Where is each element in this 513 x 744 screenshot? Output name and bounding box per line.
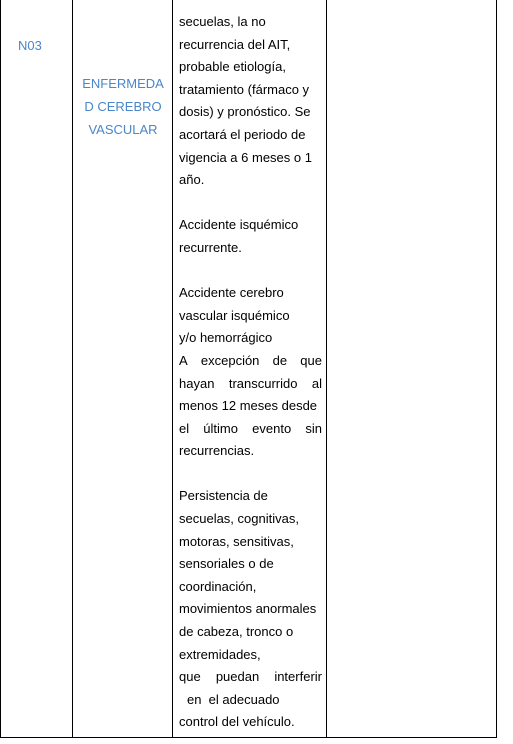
- condition-name-line: ENFERMEDA: [82, 76, 164, 91]
- table-border-left: [0, 0, 1, 738]
- condition-description: [179, 11, 322, 734]
- word: último: [203, 420, 238, 436]
- description-line: recurrente.: [179, 239, 242, 255]
- word: al: [311, 375, 322, 391]
- word: de: [272, 352, 288, 368]
- column-divider-3: [326, 0, 327, 738]
- description-line: de cabeza, tronco o: [179, 624, 294, 640]
- description-line: recurrencia del AIT,: [179, 36, 291, 52]
- description-line: secuelas, cognitivas,: [179, 511, 299, 527]
- description-line: motoras, sensitivas,: [179, 533, 294, 549]
- condition-name: [77, 72, 169, 141]
- description-line: movimientos anormales: [179, 601, 317, 617]
- paragraph-gap: [179, 463, 322, 486]
- description-line: año.: [179, 172, 205, 188]
- paragraph-gap: [179, 260, 322, 283]
- word: el: [179, 420, 190, 436]
- word: excepción: [200, 352, 260, 368]
- description-line: Persistencia de: [179, 488, 268, 504]
- description-line-justified: [179, 418, 322, 441]
- word: transcurrido: [228, 375, 298, 391]
- description-line: control del vehículo.: [179, 714, 295, 730]
- condition-name-line: D CEREBRO: [84, 99, 162, 114]
- word: sin: [305, 420, 322, 436]
- description-line: tratamiento (fármaco y: [179, 81, 310, 97]
- description-line: vigencia a 6 meses o 1: [179, 149, 312, 165]
- description-line-justified: [179, 666, 322, 689]
- description-line: secuelas, la no: [179, 14, 266, 29]
- description-line: vascular isquémico: [179, 307, 290, 323]
- word: evento: [252, 420, 292, 436]
- word: hayan: [179, 375, 215, 391]
- description-line: sensoriales o de: [179, 556, 274, 572]
- description-line: y/o hemorrágico: [179, 330, 273, 346]
- description-line-justified: [179, 373, 322, 396]
- condition-code: N03: [18, 38, 42, 53]
- word: que: [179, 669, 201, 685]
- description-line: dosis) y pronóstico. Se: [179, 104, 311, 120]
- description-line: en el adecuado: [187, 691, 280, 707]
- description-line: extremidades,: [179, 646, 261, 662]
- description-line: menos 12 meses desde: [179, 398, 318, 414]
- paragraph-gap: [179, 192, 322, 215]
- description-line: Accidente cerebro: [179, 285, 284, 301]
- condition-name-line: VASCULAR: [88, 122, 158, 137]
- word: que: [300, 352, 322, 368]
- column-divider-1: [72, 0, 73, 738]
- description-line: recurrencias.: [179, 443, 255, 459]
- description-line: Accidente isquémico: [179, 217, 299, 233]
- column-divider-2: [172, 0, 173, 738]
- word: A: [179, 352, 188, 368]
- description-line: acortará el periodo de: [179, 126, 306, 142]
- word: puedan: [215, 669, 260, 685]
- word: interferir: [274, 669, 322, 685]
- description-line: probable etiología,: [179, 59, 286, 75]
- description-line-justified: [179, 350, 322, 373]
- description-line: coordinación,: [179, 578, 257, 594]
